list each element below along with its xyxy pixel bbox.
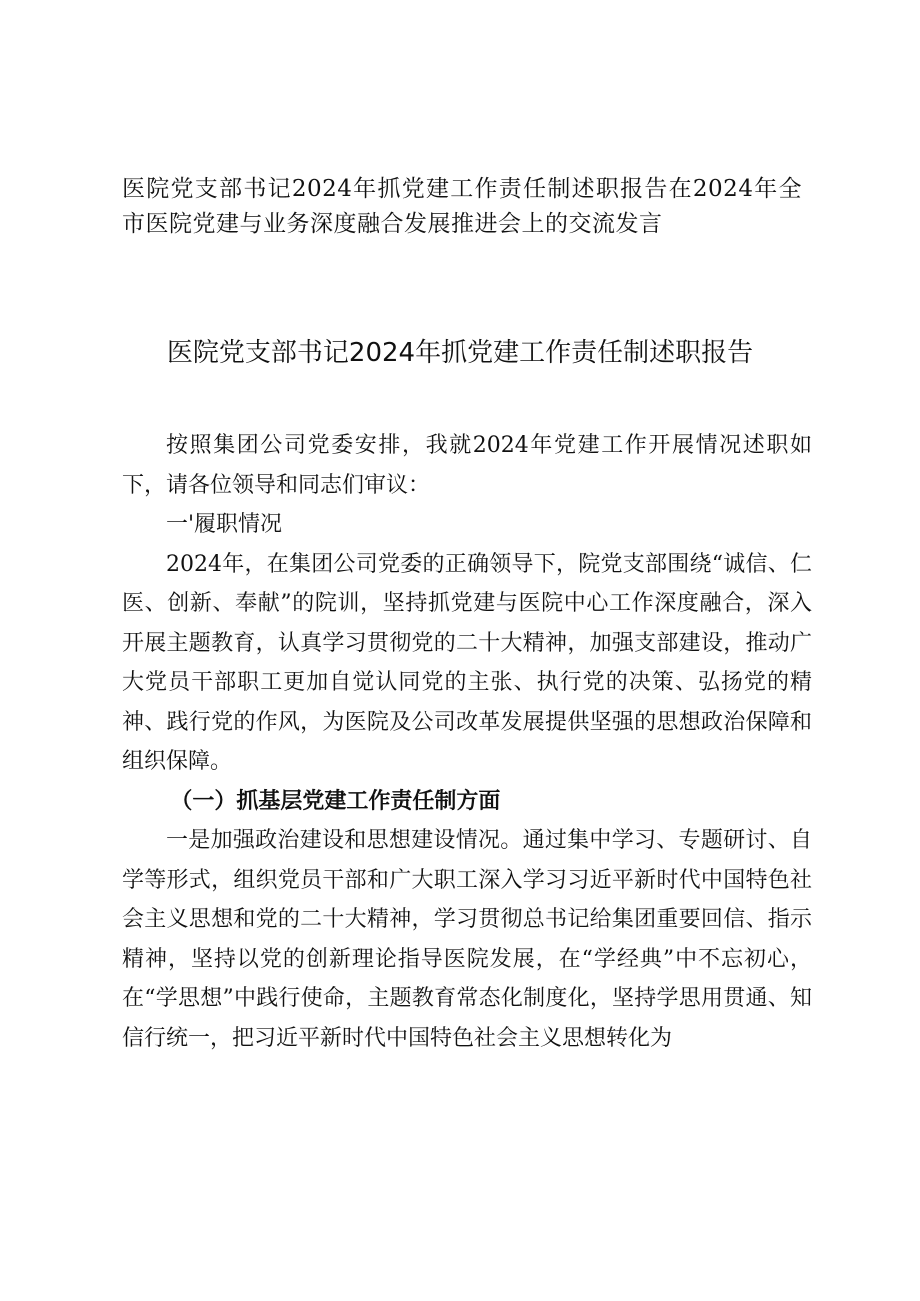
section-heading-performance: 一'履职情况 (166, 512, 283, 537)
report-title: 医院党支部书记2024年抓党建工作责任制述职报告 (166, 338, 754, 368)
intro-paragraph: 按照集团公司党委安排，我就2024年党建工作开展情况述职如下，请各位领导和同志们审议： (122, 433, 812, 498)
report-body (122, 426, 812, 1058)
subsection-heading-responsibility: （一）抓基层党建工作责任制方面 (170, 787, 501, 814)
performance-paragraph: 2024年，在集团公司党委的正确领导下，院党支部围绕“诚信、仁医、创新、奉献”的院训，坚持抓党建与医院中心工作深度融合，深入开展主题教育，认真学习贯彻党的二十大精神，加强支部建设，推动广大党员干部职工更加自觉认同党的主张、执行党的决策、弘扬党的精神、践行党的作风，为医院及公司改革发展提供坚强的思想政治保障和组织保障。 (122, 551, 812, 774)
political-building-paragraph: 一是加强政治建设和思想建设情况。通过集中学习、专题研讨、自学等形式，组织党员干部和广大职工深入学习习近平新时代中国特色社会主义思想和党的二十大精神，学习贯彻总书记给集团重要回信、指示精神，坚持以党的创新理论指导医院发展，在“学经典”中不忘初心，在“学思想”中践行使命，主题教育常态化制度化，坚持学思用贯通、知信行统一，把习近平新时代中国特色社会主义思想转化为 (122, 828, 812, 1051)
document-header-title: 医院党支部书记2024年抓党建工作责任制述职报告在2024年全市医院党建与业务深度融合发展推进会上的交流发言 (122, 176, 802, 237)
